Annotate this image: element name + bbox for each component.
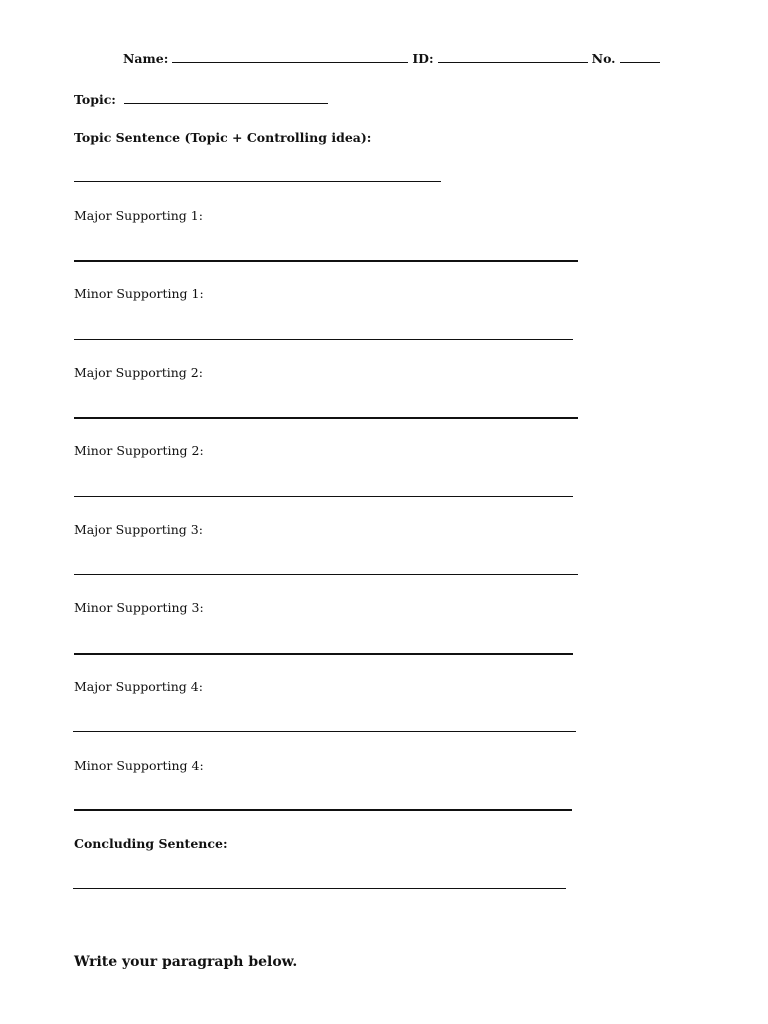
major-supporting-2-label: Major Supporting 2: [74, 365, 203, 380]
minor-supporting-1-line[interactable] [74, 339, 573, 340]
no-label: No. [591, 51, 616, 66]
minor-supporting-2-label: Minor Supporting 2: [74, 443, 204, 458]
no-blank[interactable] [620, 50, 660, 63]
major-supporting-4-line[interactable] [73, 731, 576, 732]
id-label: ID: [412, 51, 434, 66]
minor-supporting-1-label: Minor Supporting 1: [74, 286, 204, 301]
minor-supporting-3-label: Minor Supporting 3: [74, 600, 204, 615]
name-label: Name: [123, 51, 169, 66]
major-supporting-1-line[interactable] [74, 260, 578, 262]
minor-supporting-2-line[interactable] [74, 496, 573, 497]
major-supporting-1-label: Major Supporting 1: [74, 208, 203, 223]
minor-supporting-3-line[interactable] [74, 653, 573, 655]
topic-blank[interactable] [124, 91, 328, 104]
topic-sentence-label: Topic Sentence (Topic + Controlling idea): [74, 130, 372, 145]
topic-sentence-line[interactable] [74, 181, 441, 182]
major-supporting-2-line[interactable] [74, 417, 578, 419]
name-blank[interactable] [172, 50, 408, 63]
topic-row [74, 91, 332, 107]
student-info-row [123, 50, 664, 66]
concluding-sentence-line[interactable] [73, 888, 566, 889]
paragraph-instruction: Write your paragraph below. [74, 954, 298, 970]
minor-supporting-4-label: Minor Supporting 4: [74, 758, 204, 773]
major-supporting-3-label: Major Supporting 3: [74, 522, 203, 537]
id-blank[interactable] [438, 50, 588, 63]
minor-supporting-4-line[interactable] [74, 809, 572, 811]
major-supporting-4-label: Major Supporting 4: [74, 679, 203, 694]
concluding-sentence-label: Concluding Sentence: [74, 836, 228, 851]
topic-label: Topic: [74, 92, 116, 107]
major-supporting-3-line[interactable] [74, 574, 578, 575]
